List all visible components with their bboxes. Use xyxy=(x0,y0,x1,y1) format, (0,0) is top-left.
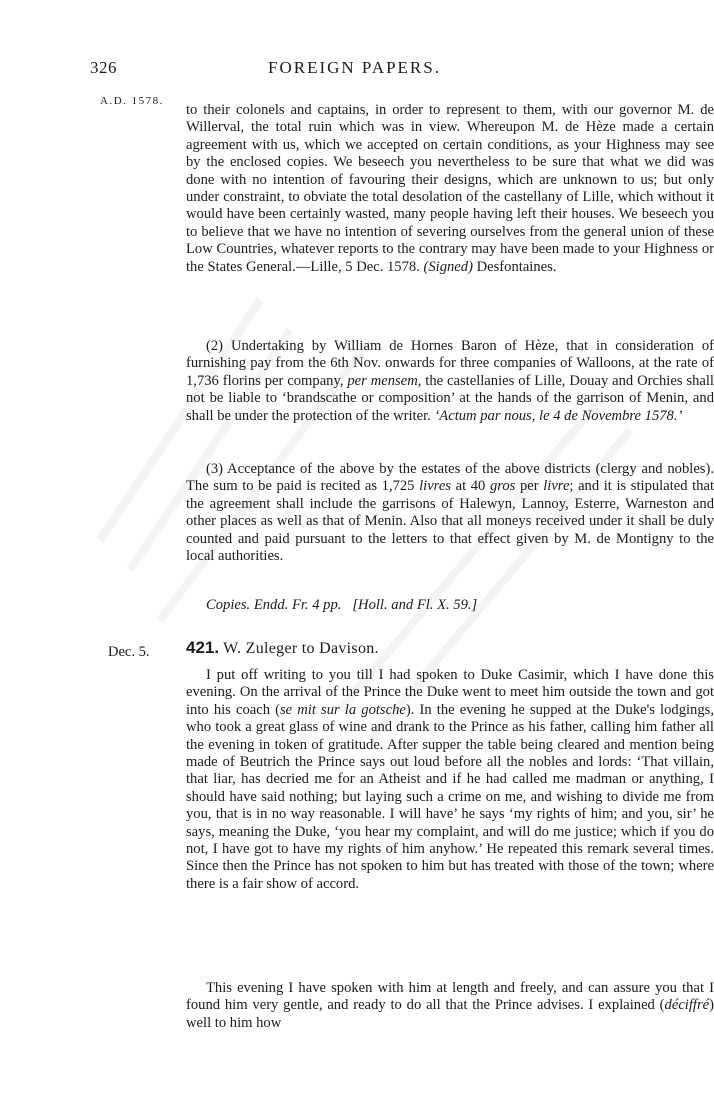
signer-name: Desfontaines. xyxy=(476,258,557,275)
paragraph-text: per xyxy=(519,478,539,495)
endorsement-note: Copies. Endd. Fr. 4 pp. xyxy=(206,597,342,613)
entry-date: Dec. 5. xyxy=(108,644,150,660)
letter-paragraph-1 xyxy=(186,667,714,893)
french-phrase: déciffré xyxy=(664,997,710,1014)
paragraph-text: ) well to him how xyxy=(186,997,714,1031)
archive-reference: [Holl. and Fl. X. 59.] xyxy=(352,597,478,613)
italic-term: gros xyxy=(489,478,516,495)
paragraph-enclosure-3 xyxy=(186,461,714,565)
paragraph-letter-continuation xyxy=(186,102,714,276)
italic-term: livres xyxy=(419,478,451,495)
italic-term: livre xyxy=(543,478,570,495)
page-number: 326 xyxy=(90,58,117,77)
paragraph-text: at 40 xyxy=(455,478,486,495)
paragraph-text: (2) Undertaking by William de Hornes Baron of Hèze, that in consideration of furnishing pay from the 6th Nov. onwards for three companies of Walloons, at the rate of 1,736 florins per company, xyxy=(186,338,714,389)
entry-number: 421. xyxy=(186,638,220,657)
paragraph-text: to their colonels and captains, in order to represent to them, with our governor M. de Willerval, the total ruin which was in view. Whereupon M. de Hèze made a certain agreement with us, which we accepted on certain conditions, as your Highness may see by the enclosed copies. We beseech you nevertheless to be sure that what we did was done with no intention of favouring their designs, which are unknown to us; but only under constraint, to obviate the total desolation of the castellany of Lille, which without it would have been certainly wasted, many people having left their houses. We beseech you to believe that we have no intention of severing ourselves from the general union of these Low Countries, whatever reports to the contrary may have been made to your Highness or the States General.—Lille, 5 Dec. 1578. xyxy=(186,102,714,275)
french-phrase: se mit sur la gotsche xyxy=(279,701,406,718)
margin-year: A.D. 1578. xyxy=(100,95,164,107)
running-title: FOREIGN PAPERS. xyxy=(268,58,441,77)
entry-heading xyxy=(186,638,379,658)
paragraph-text: ; and it is stipulated that the agreement shall include the garrisons of Halewyn, Lannoy, Esterre, Warneston and other places as well as that of Menin. Also that all moneys received under it shall be duly counted and paid pursuant to the letters to that effect given by M. de Montigny to the local authorities. xyxy=(186,478,714,565)
copies-note xyxy=(186,597,714,614)
french-quote: ‘Actum par nous, le 4 de Novembre 1578.’ xyxy=(434,407,683,424)
signed-label: (Signed) xyxy=(423,258,473,275)
paragraph-text: I put off writing to you till I had spoken to Duke Casimir, which I have done this evening. On the arrival of the Prince the Duke went to meet him outside the town and got into his coach ( xyxy=(186,667,714,718)
paragraph-text: (3) Acceptance of the above by the estates of the above districts (clergy and nobles). The sum to be paid is recited as 1,725 xyxy=(186,461,714,495)
entry-title: W. Zuleger to Davison. xyxy=(223,640,379,657)
paragraph-text: the castellanies of Lille, Douay and Orchies shall not be liable to ‘brandscathe or composition’ at the hands of the garrison of Menin, and shall be under the protection of the writer. xyxy=(186,372,714,424)
paragraph-text: This evening I have spoken with him at length and freely, and can assure you that I found him very gentle, and ready to do all that the Prince advises. I explained ( xyxy=(186,980,714,1014)
latin-phrase: per mensem, xyxy=(347,372,422,389)
paragraph-text: ). In the evening he supped at the Duke's lodgings, who took a great glass of wine and drank to the Prince as his father, calling him father all the evening in token of gratitude. After supper the table being cleared and mention being made of Beutrich the Prince says out loud before all the nobles and lords: ‘That villain, that liar, has decried me for an Atheist and if he had called me madman or anything, I should have said nothing; but laying such a crime on me, and wishing to divide me from you, that is in no way reasonable. I will have’ he says ‘my rights of him; and you, sir’ he says, meaning the Duke, ‘you hear my complaint, and will do me justice; which if you do not, I have got to have my rights of him anyhow.’ He repeated this remark several times. Since then the Prince has not spoken to him but has treated with those of the town; where there is a fair show of accord. xyxy=(186,701,714,892)
paragraph-enclosure-2 xyxy=(186,338,714,425)
letter-paragraph-2 xyxy=(186,980,714,1032)
